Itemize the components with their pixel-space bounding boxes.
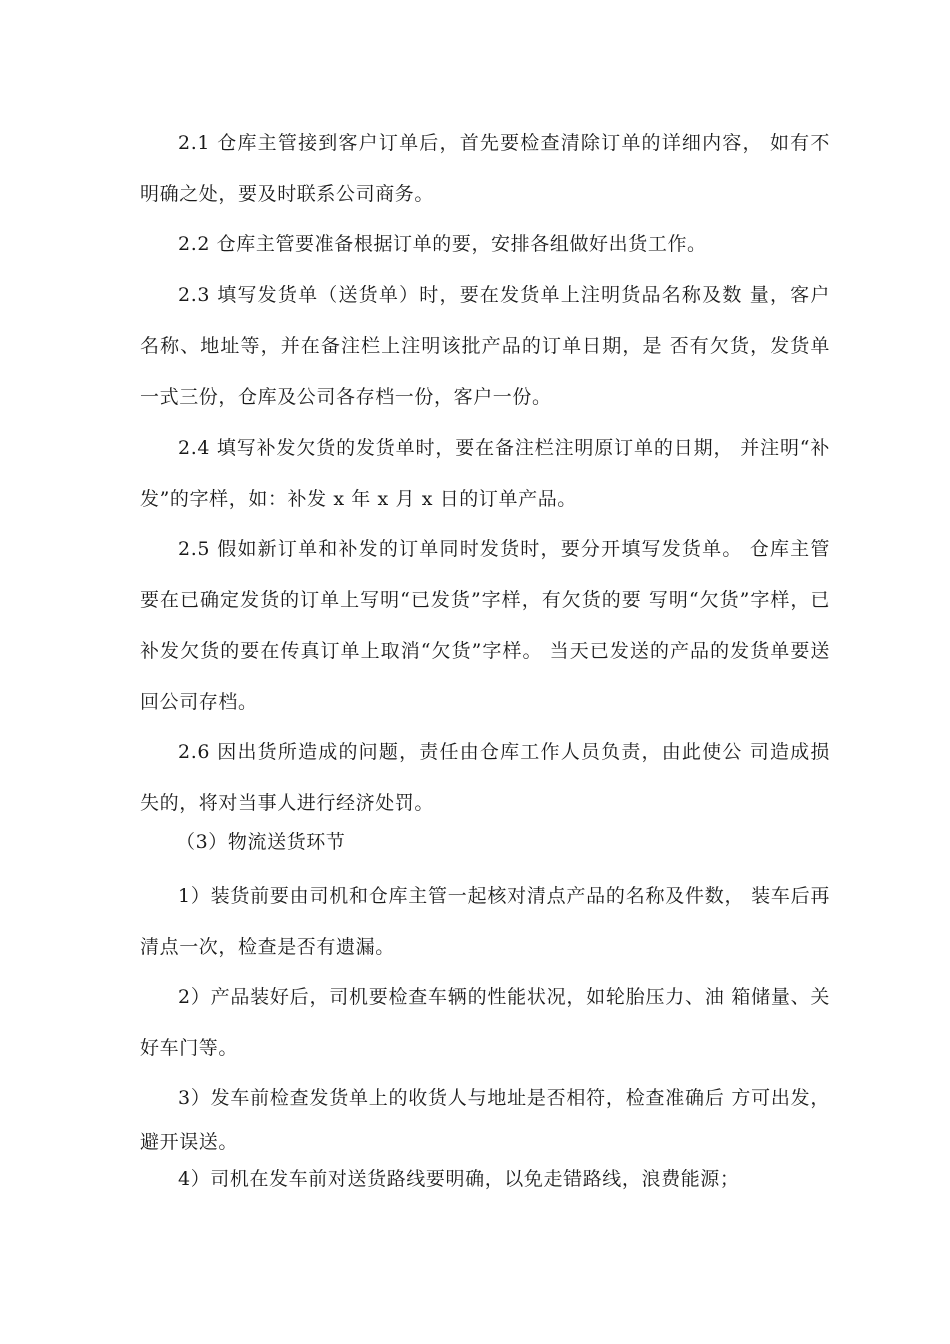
paragraph-2-4: 2.4 填写补发欠货的发货单时，要在备注栏注明原订单的日期， 并注明“补发”的字样，如：补发 x 年 x 月 x 日的订单产品。 (140, 437, 830, 510)
paragraph-2-5: 2.5 假如新订单和补发的订单同时发货时，要分开填写发货单。 仓库主管要在已确定发货的订单上写明“已发货”字样，有欠货的要 写明“欠货”字样，已补发欠货的要在传真订单上取消“欠货”字样。 当天已发送的产品的发货单要送回公司存档。 (140, 538, 830, 713)
section-3-heading: （3）物流送货环节 (176, 831, 346, 853)
paragraph-2-1: 2.1 仓库主管接到客户订单后，首先要检查清除订单的详细内容， 如有不明确之处，要及时联系公司商务。 (140, 132, 830, 205)
list-item-3: 3）发车前检查发货单上的收货人与地址是否相符，检查准确后 方可出发，避开误送。 (140, 1087, 830, 1153)
list-item-2: 2）产品装好后，司机要检查车辆的性能状况，如轮胎压力、油 箱储量、关好车门等。 (140, 986, 830, 1059)
paragraph-2-2: 2.2 仓库主管要准备根据订单的要，安排各组做好出货工作。 (178, 233, 707, 255)
paragraph-2-3: 2.3 填写发货单（送货单）时，要在发货单上注明货品名称及数 量，客户名称、地址等，并在备注栏上注明该批产品的订单日期，是 否有欠货，发货单一式三份，仓库及公司各存档一份，客户一份。 (140, 284, 830, 408)
list-item-1: 1）装货前要由司机和仓库主管一起核对清点产品的名称及件数， 装车后再清点一次，检查是否有遗漏。 (140, 885, 830, 958)
list-item-4: 4）司机在发车前对送货路线要明确，以免走错路线，浪费能源； (178, 1168, 740, 1190)
paragraph-2-6: 2.6 因出货所造成的问题，责任由仓库工作人员负责，由此使公 司造成损失的，将对当事人进行经济处罚。 (140, 741, 830, 814)
